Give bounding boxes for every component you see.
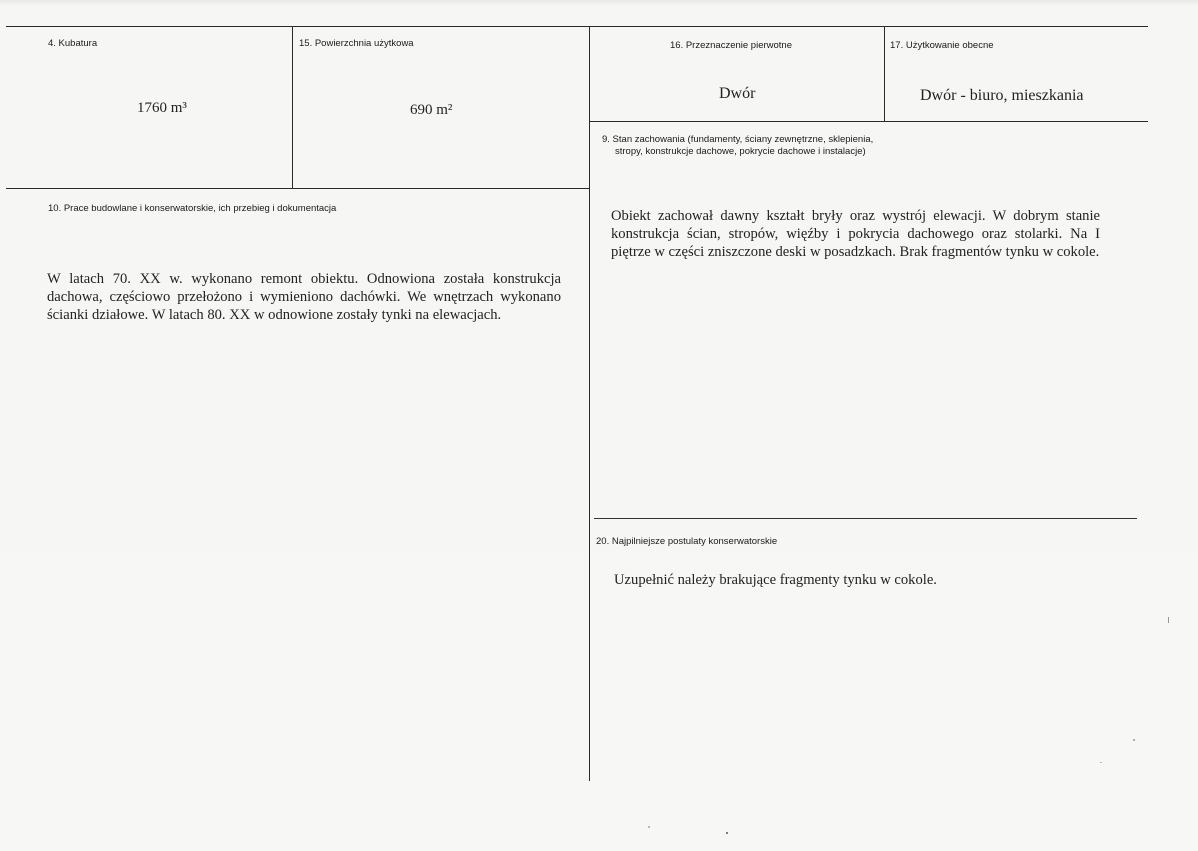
row1-bottom-line-left [6, 188, 590, 189]
scan-speck [1100, 762, 1102, 763]
divider-kubatura [292, 26, 293, 189]
row1-bottom-line-right [590, 121, 1148, 122]
section-20-top-line [594, 518, 1137, 519]
field-9-label-line2: stropy, konstrukcje dachowe, pokrycie dachowe i instalacje) [615, 146, 866, 157]
field-16-value: Dwór [719, 85, 756, 102]
field-9-text: Obiekt zachował dawny kształt bryły oraz wystrój elewacji. W dobrym stanie konstrukcja ścian, stropów, więźby i pokrycia dachowego oraz stolarki. Na I piętrze w części zniszczone deski w posadzkach. Brak fragmentów tynku w cokole. [611, 208, 1100, 260]
scan-speck [1133, 739, 1135, 741]
field-15-value: 690 m² [410, 102, 453, 118]
divider-uzytkowanie [884, 26, 885, 122]
field-15-label: 15. Powierzchnia użytkowa [299, 38, 414, 49]
scan-speck [1168, 617, 1169, 623]
field-17-label: 17. Użytkowanie obecne [890, 40, 994, 51]
field-9-label-line1: 9. Stan zachowania (fundamenty, ściany zewnętrzne, sklepienia, [602, 134, 874, 145]
scan-speck [726, 832, 728, 834]
top-border-line [6, 26, 1148, 27]
field-16-label: 16. Przeznaczenie pierwotne [670, 40, 792, 51]
field-17-value: Dwór - biuro, mieszkania [920, 87, 1084, 104]
field-20-text: Uzupełnić należy brakujące fragmenty tynku w cokole. [614, 572, 937, 588]
field-20-label: 20. Najpilniejsze postulaty konserwatorskie [596, 536, 778, 547]
field-10-label: 10. Prace budowlane i konserwatorskie, ich przebieg i dokumentacja [48, 203, 337, 214]
field-4-label: 4. Kubatura [48, 38, 98, 49]
field-4-value: 1760 m³ [137, 100, 187, 116]
scan-speck [648, 826, 650, 828]
field-10-text: W latach 70. XX w. wykonano remont obiektu. Odnowiona została konstrukcja dachowa, częściowo przełożono i wymieniono dachówki. We wnętrzach wykonano ścianki działowe. W latach 80. XX w odnowione zostały tynki na elewacjach. [47, 271, 561, 323]
center-divider [589, 26, 590, 781]
